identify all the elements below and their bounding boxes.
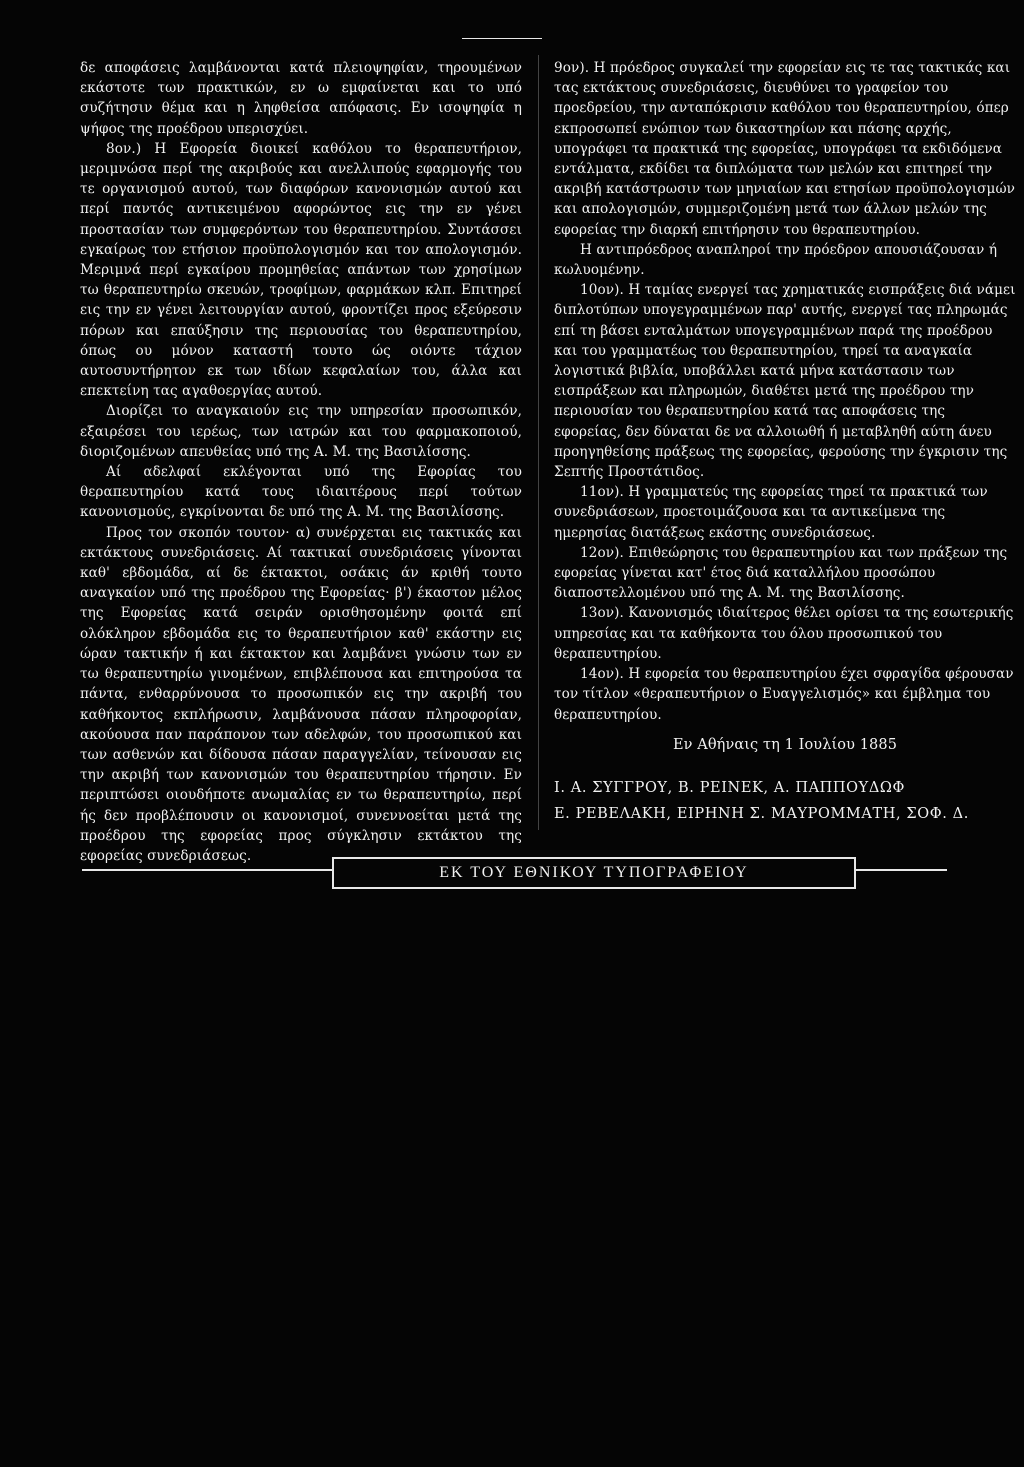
paragraph: 10ον). Η ταμίας ενεργεί τας χρηματικάς εισπράξεις διά νάμει διπλοτύπων υπογεγραμμένων παρ' αυτής, ενεργεί τας πληρωμάς επί τη βάσει ενταλμάτων υπογεγραμμένων παρά της προέδρου και του γραμματέως του θεραπευτηρίου, τηρεί τα αναγκαία λογιστικά βιβλία, υποβάλλει κατά μήνα κατάστασιν των εισπράξεων και πληρωμών, διαθέτει μετά της προέδρου την περιουσίαν του θεραπευτηρίου κατά τας αποφάσεις της εφορείας, δεν δύναται δε να αλλοιωθή ή μεταβληθή αύτη άνευ προηγηθείσης πράξεως της εφορείας, φερούσης την έγκρισιν της Σεπτής Προστάτιδος. <box>554 282 1016 481</box>
left-column <box>80 58 522 866</box>
paragraph: 8ον.) Η Εφορεία διοικεί καθόλου το θεραπευτήριον, μεριμνώσα περί της ακριβούς και ανελλιπούς εφαρμογής του τε οργανισμού αυτού, των διαφόρων κανονισμών αυτού και περί παντός αντικειμένου αφορώντος εις την εν γένει προστασίαν των συμφερόντων του θεραπευτηρίου. Συντάσσει εγκαίρως τον ετήσιον προϋπολογισμόν και τον απολογισμόν. Μεριμνά περί εγκαίρου προμηθείας απάντων των χρησίμων τω θεραπευτηρίω σκευών, τροφίμων, φαρμάκων κλπ. Επιτηρεί εις την εν γένει λειτουργίαν αυτού, φροντίζει προς εξεύρεσιν πόρων και επαύξησιν της περιουσίας του θεραπευτηρίου, όπως ου μόνον καταστή τουτο ώς οιόντε τάχιον αυτοσυντήρητον εκ των ιδίων κεφαλαίων του, άλλα και επεκτείνη τας αγαθοεργίας αυτού. <box>80 140 522 400</box>
paragraph: Αί αδελφαί εκλέγονται υπό της Εφορίας του θεραπευτηρίου κατά τους ιδιαιτέρους περί τούτων κανονισμούς, εγκρίνονται δε υπό της Α. Μ. της Βασιλίσσης. <box>80 464 522 521</box>
dateline: Εν Αθήναις τη 1 Ιουλίου 1885 <box>672 736 898 753</box>
paragraph: 13ον). Κανονισμός ιδιαίτερος θέλει ορίσει τα της εσωτερικής υπηρεσίας και τα καθήκοντα του όλου προσωπικού του θεραπευτηρίου. <box>554 605 1014 662</box>
paragraph: 12ον). Επιθεώρησις του θεραπευτηρίου και των πράξεων της εφορείας γίνεται κατ' έτος διά καταλλήλου προσώπου διαποστελλομένου υπό της Α. Μ. της Βασιλίσσης. <box>554 544 1008 602</box>
paragraph: 11ον). Η γραμματεύς της εφορείας τηρεί τα πρακτικά των συνεδριάσεων, προετοιμάζουσα και τα αντικείμενα της ημερησίας διατάξεως εκάστης συνεδριάσεως. <box>554 484 988 541</box>
top-rule <box>462 38 542 39</box>
paragraph: Προς τον σκοπόν τουτον· α) συνέρχεται εις τακτικάς και εκτάκτους συνεδριάσεις. Αί τακτικαί συνεδριάσεις γίνονται καθ' εβδομάδα, αί δε έκτακτοι, οσάκις άν κριθή τουτο αναγκαίον υπό της προέδρου της Εφορείας· β') έκαστον μέλος της Εφορείας κατά σειράν ορισθησομένην φοιτά επί ολόκληρον εβδομάδα εις το θεραπευτήριον καθ' εκάστην εις ώραν τακτικήν ή και έκτακτον και λαμβάνει γνώσιν των εν τω θεραπευτηρίω γινομένων, επιβλέπουσα και επιτηρούσα τα πάντα, ενθαρρύνουσα το προσωπικόν εις την ακριβή του καθήκοντος εκπλήρωσιν, λαμβάνουσα πάσαν πληροφορίαν, ακούουσα παν παράπονον των αδελφών, του προσωπικού και των ασθενών και δίδουσα πάσαν παραγγελίαν, τείνουσαν εις την ακριβή των κανονισμών του θεραπευτηρίου τήρησιν. Εν περιπτώσει οιουδήποτε ανωμαλίας εν τω θεραπευτηρίω, περί ής δεν προβλέπουσιν οι κανονισμοί, συνεννοείται μετά της προέδρου της εφορείας προς σύγκλησιν εκτάκτου της εφορείας συνεδριάσεως. <box>80 524 522 864</box>
paragraph: 9ον). Η πρόεδρος συγκαλεί την εφορείαν εις τε τας τακτικάς και τας εκτάκτους συνεδριάσεις, διευθύνει το γραφείον του προεδρείου, την ανταπόκρισιν καθόλου του θεραπευτηρίου, όπερ εκπροσωπεί ενώπιον των δικαστηρίων και πάσης αρχής, υπογράφει τα πρακτικά της εφορείας, υπογράφει τα εκδιδόμενα εντάλματα, εκδίδει τα διπλώματα των μελών και επιτηρεί την ακριβή κατάστρωσιν των μηνιαίων και ετησίων προϋπολογισμών και απολογισμών, συμμεριζομένη μετά των άλλων μελών της εφορείας την διαρκή επιτήρησιν του θεραπευτηρίου. <box>554 60 1016 238</box>
signature-line: Ε. ΡΕΒΕΛΑΚΗ, ΕΙΡΗΝΗ Σ. ΜΑΥΡΟΜΜΑΤΗ, ΣΟΦ. Δ. <box>554 805 969 822</box>
footer-text: ΕΚ ΤΟΥ ΕΘΝΙΚΟΥ ΤΥΠΟΓΡΑΦΕΙΟΥ <box>439 864 749 881</box>
printer-footer <box>82 857 952 889</box>
paragraph: Η αντιπρόεδρος αναπληροί την πρόεδρον απουσιάζουσαν ή κωλυομένην. <box>554 241 998 279</box>
paragraph: 14ον). Η εφορεία του θεραπευτηρίου έχει σφραγίδα φέρουσαν τον τίτλον «θεραπευτήριον ο Ευαγγελισμός» και έμβλημα του θεραπευτηρίου. <box>554 666 1014 723</box>
paragraph: Διορίζει το αναγκαιούν εις την υπηρεσίαν προσωπικόν, εξαιρέσει του ιερέως, των ιατρών και του φαρμακοποιού, διοριζομένων απευθείας υπό της Α. Μ. της Βασιλίσσης. <box>80 403 522 460</box>
column-divider <box>538 55 539 830</box>
paragraph: δε αποφάσεις λαμβάνονται κατά πλειοψηφίαν, τηρουμένων εκάστοτε των πρακτικών, εν ω εμφαίνεται και το υπό συζήτησιν θέμα και η ληφθείσα απόφασις. Εν ισοψηφία η ψήφος της προέδρου υπερισχύει. <box>80 60 522 137</box>
right-column <box>554 58 1016 827</box>
footer-box <box>332 857 856 889</box>
signatures <box>554 775 1016 827</box>
signature-line: Ι. Α. ΣΥΓΓΡΟΥ, Β. ΡΕΙΝΕΚ, Α. ΠΑΠΠΟΥΔΩΦ <box>554 779 906 796</box>
